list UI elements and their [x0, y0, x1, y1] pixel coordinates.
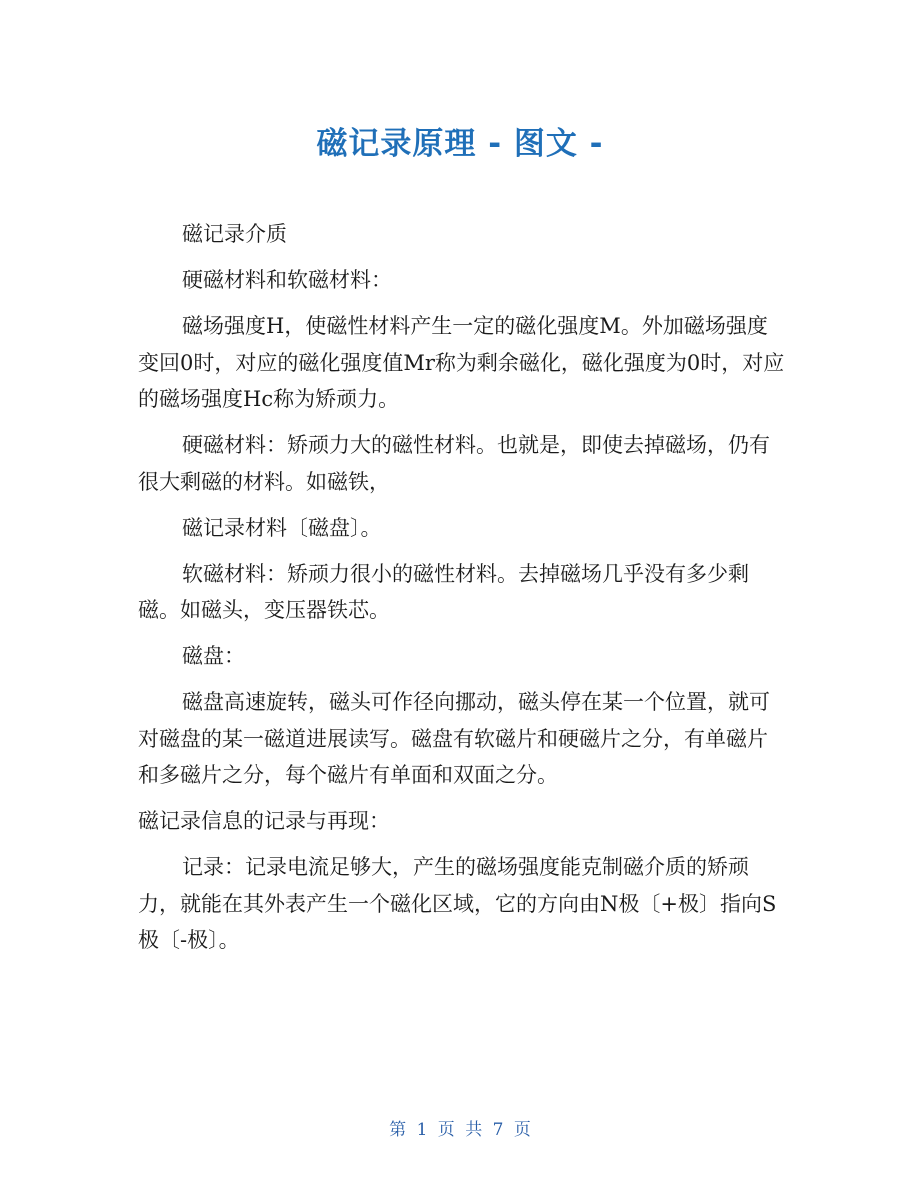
paragraph-record-reproduce-heading: 磁记录信息的记录与再现：	[138, 809, 390, 833]
paragraph-hard-soft-materials: 硬磁材料和软磁材料：	[182, 268, 392, 292]
paragraph-disk-description: 磁盘高速旋转，磁头可作径向挪动，磁头停在某一个位置，就可对磁盘的某一磁道进展读写。磁盘有软磁片和硬磁片之分，有单磁片和多磁片之分，每个磁片有单面和双面之分。	[138, 690, 770, 787]
paragraph-soft-material: 软磁材料：矫顽力很小的磁性材料。去掉磁场几乎没有多少剩磁。如磁头，变压器铁芯。	[138, 561, 749, 622]
document-body	[138, 216, 786, 968]
paragraph-hard-material: 硬磁材料：矫顽力大的磁性材料。也就是，即使去掉磁场，仍有很大剩磁的材料。如磁铁，	[138, 433, 770, 494]
document-title: 磁记录原理 - 图文 -	[316, 126, 604, 162]
paragraph-magnetic-media: 磁记录介质	[182, 222, 287, 246]
page-number-footer: 第 1 页 共 7 页	[389, 1120, 531, 1140]
paragraph-recording: 记录：记录电流足够大，产生的磁场强度能克制磁介质的矫顽力，就能在其外表产生一个磁化区域，它的方向由N极〔+极〕指向S极〔-极〕。	[138, 855, 777, 952]
paragraph-disk-heading: 磁盘：	[182, 644, 245, 668]
paragraph-field-strength: 磁场强度H，使磁性材料产生一定的磁化强度M。外加磁场强度变回0时，对应的磁化强度值Mr称为剩余磁化，磁化强度为0时，对应的磁场强度Hc称为矫顽力。	[138, 314, 785, 411]
paragraph-recording-material: 磁记录材料〔磁盘〕。	[182, 515, 382, 540]
